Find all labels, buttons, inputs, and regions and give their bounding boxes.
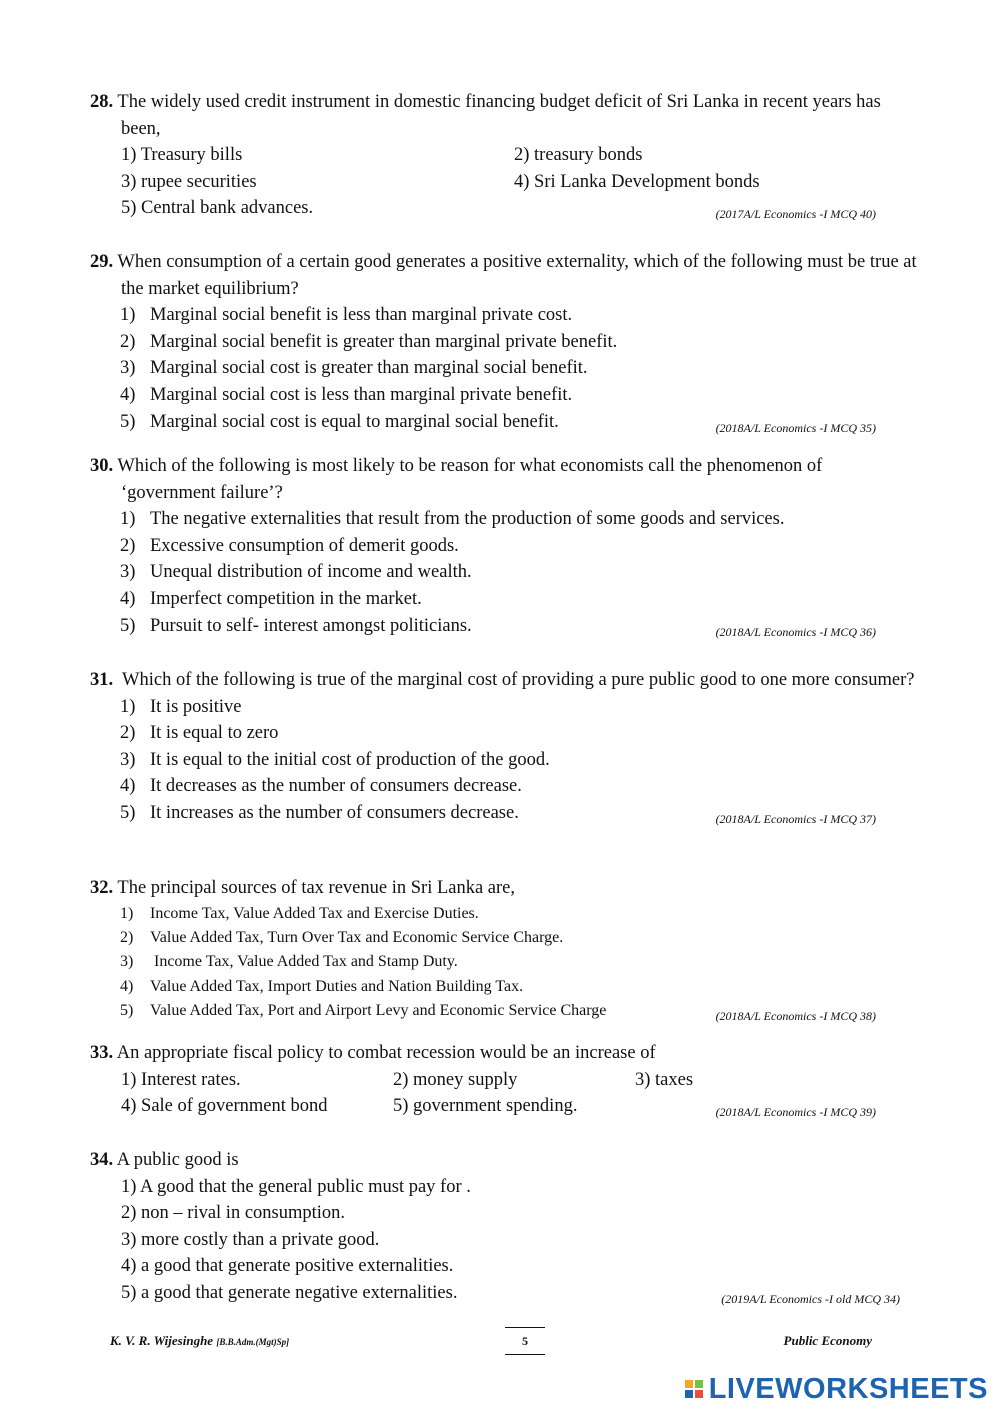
option-text: Value Added Tax, Port and Airport Levy and Economic Service Charge xyxy=(150,1002,607,1020)
option-4[interactable] xyxy=(90,773,920,800)
question-number: 29. xyxy=(90,252,114,272)
option-4[interactable] xyxy=(90,586,920,613)
question-stem xyxy=(90,453,920,506)
option-2[interactable]: 2) non – rival in consumption. xyxy=(121,1203,346,1224)
option-1[interactable] xyxy=(90,506,920,533)
option-number: 2) xyxy=(120,535,136,556)
option-text: It increases as the number of consumers decrease. xyxy=(150,802,519,823)
option-text: It decreases as the number of consumers decrease. xyxy=(150,776,522,797)
option-text: Marginal social cost is less than marginal private benefit. xyxy=(150,384,573,405)
option-2[interactable] xyxy=(90,533,920,560)
option-number: 1) xyxy=(120,696,136,717)
option-4[interactable] xyxy=(90,975,920,999)
option-text: The negative externalities that result from the production of some goods and services. xyxy=(150,509,785,530)
question-29 xyxy=(90,249,920,435)
option-1[interactable] xyxy=(90,302,920,329)
option-4[interactable] xyxy=(90,382,920,409)
option-text: It is equal to the initial cost of production of the good. xyxy=(150,749,550,770)
option-text: Pursuit to self- interest amongst politicians. xyxy=(150,615,472,636)
question-text: An appropriate fiscal policy to combat recession would be an increase of xyxy=(116,1043,656,1063)
option-number: 4) xyxy=(120,977,134,995)
option-text: Unequal distribution of income and wealth. xyxy=(150,562,472,583)
option-3[interactable]: 3) more costly than a private good. xyxy=(121,1229,380,1250)
question-stem xyxy=(90,1147,920,1174)
option-number: 3) xyxy=(120,358,136,379)
liveworksheets-brand[interactable] xyxy=(685,1372,988,1406)
question-stem xyxy=(90,89,920,142)
option-text: Value Added Tax, Import Duties and Nation Building Tax. xyxy=(150,977,524,995)
option-number: 2) xyxy=(120,331,136,352)
question-source: (2019A/L Economics -I old MCQ 34) xyxy=(721,1291,900,1306)
option-row xyxy=(90,1093,920,1120)
option-5[interactable] xyxy=(90,613,920,640)
option-2[interactable] xyxy=(90,926,920,950)
question-source: (2018A/L Economics -I MCQ 35) xyxy=(715,420,876,435)
option-number: 5) xyxy=(120,615,136,636)
question-stem xyxy=(90,667,920,694)
option-number: 3) xyxy=(120,953,134,971)
question-text: A public good is xyxy=(116,1150,239,1170)
question-number: 30. xyxy=(90,456,114,476)
question-number: 32. xyxy=(90,878,114,898)
question-source: (2018A/L Economics -I MCQ 37) xyxy=(715,811,876,826)
subject-title: Public Economy xyxy=(783,1333,872,1348)
option-3[interactable]: 3) taxes xyxy=(635,1069,694,1090)
option-number: 4) xyxy=(120,776,136,797)
option-row xyxy=(90,1067,920,1094)
question-33 xyxy=(90,1040,920,1120)
author-credentials: [B.B.Adm.(Mgt)Sp] xyxy=(216,1337,290,1347)
option-3[interactable] xyxy=(90,355,920,382)
brand-name: LIVEWORKSHEETS xyxy=(708,1372,988,1405)
option-text: Marginal social cost is greater than marginal social benefit. xyxy=(150,358,588,379)
option-number: 4) xyxy=(120,588,136,609)
option-3[interactable] xyxy=(90,747,920,774)
option-1[interactable]: 1) Treasury bills xyxy=(121,145,243,166)
option-2[interactable]: 2) money supply xyxy=(393,1069,518,1090)
page-footer xyxy=(0,1333,1000,1359)
option-text: Excessive consumption of demerit goods. xyxy=(150,535,459,556)
option-text: Marginal social cost is equal to marginal social benefit. xyxy=(150,411,559,432)
question-source: (2018A/L Economics -I MCQ 38) xyxy=(715,1009,876,1024)
question-text: Which of the following is most likely to be reason for what economists call the phenomenon of ‘government failure’? xyxy=(117,456,823,503)
question-31 xyxy=(90,667,920,827)
option-1[interactable]: 1) Interest rates. xyxy=(121,1069,241,1090)
question-30 xyxy=(90,453,920,639)
question-source: (2018A/L Economics -I MCQ 39) xyxy=(715,1105,876,1120)
option-text: Marginal social benefit is less than marginal private cost. xyxy=(150,305,573,326)
option-row xyxy=(90,142,920,169)
question-stem xyxy=(90,249,920,302)
question-number: 28. xyxy=(90,92,114,112)
author xyxy=(110,1333,289,1349)
option-text: Income Tax, Value Added Tax and Exercise Duties. xyxy=(150,904,479,922)
question-number: 34. xyxy=(90,1150,114,1170)
question-stem xyxy=(90,1040,920,1067)
option-number: 4) xyxy=(120,384,136,405)
option-2[interactable] xyxy=(90,329,920,356)
option-3[interactable] xyxy=(90,559,920,586)
option-3[interactable] xyxy=(90,950,920,974)
option-5[interactable] xyxy=(90,800,920,827)
option-1[interactable]: 1) A good that the general public must pay for . xyxy=(121,1176,471,1197)
option-5[interactable] xyxy=(90,409,920,436)
question-source: (2018A/L Economics -I MCQ 36) xyxy=(715,624,876,639)
option-number: 2) xyxy=(120,723,136,744)
option-text: Imperfect competition in the market. xyxy=(150,588,422,609)
option-number: 1) xyxy=(120,305,136,326)
option-4[interactable]: 4) a good that generate positive externalities. xyxy=(121,1256,454,1277)
question-text: When consumption of a certain good generates a positive externality, which of the following must be true at the market equilibrium? xyxy=(117,252,917,299)
option-5[interactable]: 5) Central bank advances. xyxy=(121,198,314,219)
question-32 xyxy=(90,875,920,1024)
option-4[interactable]: 4) Sri Lanka Development bonds xyxy=(514,171,760,192)
option-number: 1) xyxy=(120,904,134,922)
option-1[interactable] xyxy=(90,694,920,721)
question-number: 31. xyxy=(90,670,114,690)
option-text: It is positive xyxy=(150,696,242,717)
option-number: 2) xyxy=(120,928,134,946)
question-28 xyxy=(90,89,920,222)
option-5[interactable]: 5) a good that generate negative externalities. xyxy=(121,1282,458,1303)
option-text: Value Added Tax, Turn Over Tax and Economic Service Charge. xyxy=(150,928,564,946)
option-number: 3) xyxy=(120,562,136,583)
option-5[interactable] xyxy=(90,999,920,1023)
option-text: Marginal social benefit is greater than marginal private benefit. xyxy=(150,331,618,352)
question-number: 33. xyxy=(90,1043,114,1063)
option-3[interactable]: 3) rupee securities xyxy=(121,171,257,192)
option-number: 1) xyxy=(120,509,136,530)
option-row xyxy=(90,1280,920,1307)
question-text: The widely used credit instrument in domestic financing budget deficit of Sri Lanka in recent years has been, xyxy=(117,92,881,139)
option-number: 5) xyxy=(120,411,136,432)
option-5[interactable]: 5) government spending. xyxy=(393,1096,578,1117)
option-row xyxy=(90,169,920,196)
option-2[interactable] xyxy=(90,720,920,747)
question-source: (2017A/L Economics -I MCQ 40) xyxy=(715,207,876,222)
question-text: The principal sources of tax revenue in Sri Lanka are, xyxy=(117,878,516,898)
option-number: 5) xyxy=(120,1002,134,1020)
option-1[interactable] xyxy=(90,902,920,926)
option-2[interactable]: 2) treasury bonds xyxy=(514,145,643,166)
question-stem xyxy=(90,875,920,902)
question-text: Which of the following is true of the marginal cost of providing a pure public good to one more consumer? xyxy=(122,670,915,690)
option-number: 3) xyxy=(120,749,136,770)
question-34 xyxy=(90,1147,920,1307)
page-number: 5 xyxy=(505,1327,545,1355)
option-number: 5) xyxy=(120,802,136,823)
option-4[interactable]: 4) Sale of government bond xyxy=(121,1096,328,1117)
option-row xyxy=(90,195,920,222)
author-name: K. V. R. Wijesinghe xyxy=(110,1333,214,1348)
liveworksheets-logo-icon xyxy=(685,1380,703,1398)
option-text: Income Tax, Value Added Tax and Stamp Duty. xyxy=(154,953,458,971)
option-text: It is equal to zero xyxy=(150,723,279,744)
